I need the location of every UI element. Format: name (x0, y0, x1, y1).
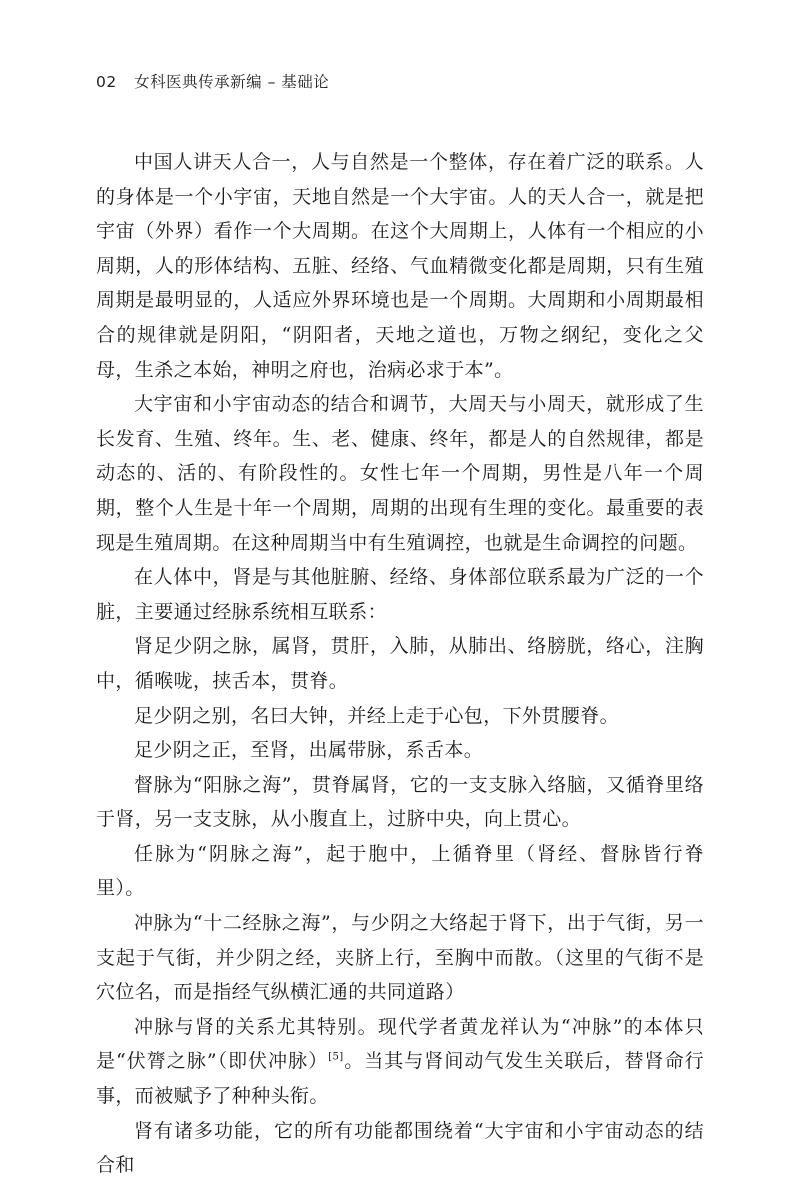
paragraph-dynamic-cycles: 大宇宙和小宇宙动态的结合和调节，大周天与小周天，就形成了生长发育、生殖、终年。生、老、健康、终年，都是人的自然规律，都是动态的、活的、有阶段性的。女性七年一个周期，男性是八年一个周期，整个人生是十年一个周期，周期的出现有生理的变化。最重要的表现是生殖周期。在这种周期当中有生殖调控，也就是生命调控的问题。 (96, 393, 704, 554)
paragraph-kidney-functions: 肾有诸多功能，它的所有功能都围绕着“大宇宙和小宇宙动态的结合和 (96, 1119, 704, 1177)
citation-reference: [5] (328, 1052, 344, 1064)
book-title: 女科医典传承新编 – 基础论 (134, 73, 330, 91)
body-text (96, 145, 704, 1183)
paragraph-shaoyin-divergent: 足少阴之正，至肾，出属带脉，系舌本。 (134, 739, 484, 762)
paragraph-chong-vessel: 冲脉为“十二经脉之海”，与少阴之大络起于肾下，出于气街，另一支起于气街，并少阴之经，夹脐上行，至胸中而散。（这里的气街不是穴位名，而是指经气纵横汇通的共同道路） (96, 912, 704, 1004)
paragraph-du-vessel: 督脉为“阳脉之海”，贯脊属肾，它的一支支脉入络脑，又循脊里络于肾，另一支支脉，从小腹直上，过脐中央，向上贯心。 (96, 773, 704, 831)
paragraph-ren-vessel: 任脉为“阴脉之海”，起于胞中，上循脊里（肾经、督脉皆行脊里）。 (96, 842, 704, 900)
paragraph-kidney-connections: 在人体中，肾是与其他脏腑、经络、身体部位联系最为广泛的一个脏，主要通过经脉系统相互联系： (96, 566, 704, 623)
paragraph-shaoyin-branch: 足少阴之别，名曰大钟，并经上走于心包，下外贯腰脊。 (134, 704, 620, 727)
running-header (96, 70, 329, 92)
paragraph-tianren-heyi: 中国人讲天人合一，人与自然是一个整体，存在着广泛的联系。人的身体是一个小宇宙，天地自然是一个大宇宙。人的天人合一，就是把宇宙（外界）看作一个大周期。在这个大周期上，人体有一个相应的小周期，人的形体结构、五脏、经络、气血精微变化都是周期，只有生殖周期是最明显的，人适应外界环境也是一个周期。大周期和小周期最相合的规律就是阴阳，“阴阳者，天地之道也，万物之纲纪，变化之父母，生杀之本始，神明之府也，治病必求于本”。 (96, 151, 704, 381)
paragraph-chong-kidney-relation (96, 1010, 704, 1114)
paragraph-text-before-citation: 冲脉与肾的关系尤其特别。现代学者黄龙祥认为“冲脉”的本体只是“伏膂之脉”（即伏冲脉） (96, 1015, 704, 1073)
page-number: 02 (96, 73, 117, 91)
paragraph-shaoyin-meridian: 肾足少阴之脉，属肾，贯肝，入肺，从肺出、络膀胱，络心，注胸中，循喉咙，挟舌本，贯脊。 (96, 635, 704, 692)
paragraph-text-after-citation: 。当其与肾间动气发生关联后，替肾命行事，而被赋予了种种头衔。 (96, 1050, 704, 1108)
